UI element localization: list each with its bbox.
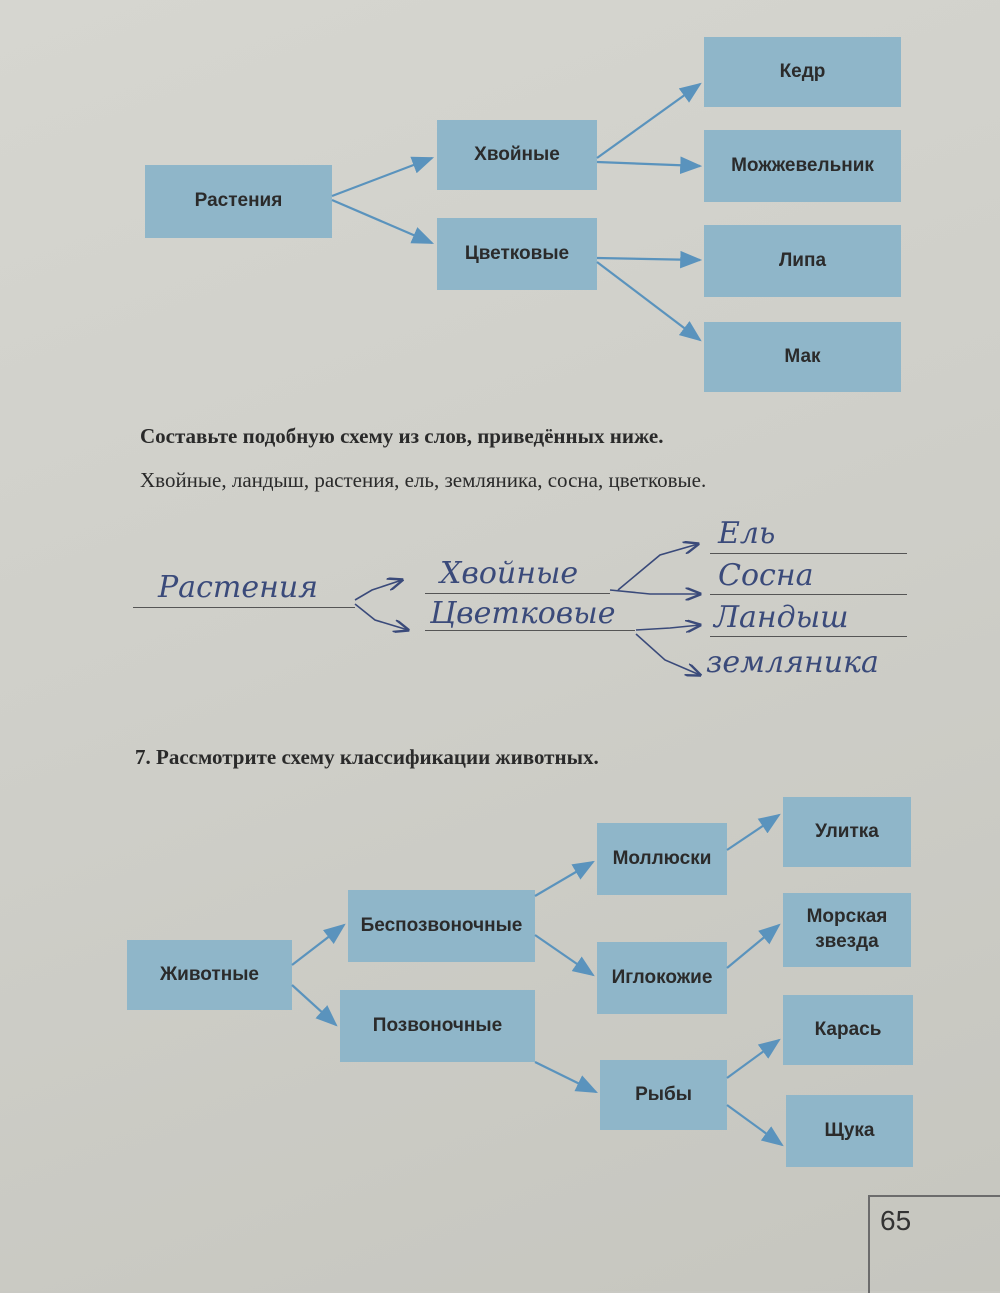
box-invertebrates: Беспозвоночные	[348, 890, 535, 962]
arrow-echinoderms-starfish	[727, 925, 779, 968]
arrow-molluscs-snail	[727, 815, 779, 850]
task-instruction: Составьте подобную схему из слов, приведённых ниже.	[140, 424, 664, 448]
box-flowering: Цветковые	[437, 218, 597, 290]
hw-arrow-conifers-pine	[610, 590, 700, 594]
arrow-flowering-linden	[597, 258, 700, 260]
arrow-invertebrates-molluscs	[535, 862, 593, 896]
box-crucian: Карась	[783, 995, 913, 1065]
box-plants-root: Растения	[145, 165, 332, 238]
arrow-animals-invertebrates	[292, 925, 344, 965]
page-number: 65	[880, 1205, 912, 1236]
box-pike: Щука	[786, 1095, 913, 1167]
handwritten-root: Растения	[158, 570, 319, 605]
hw-arrow-flowering-strawberry	[636, 634, 700, 675]
box-juniper: Можжевельник	[704, 130, 901, 202]
hw-arrow-root-flowering	[355, 604, 408, 630]
handwritten-flowering: Цветковые	[430, 596, 616, 631]
box-linden: Липа	[704, 225, 901, 297]
task7-title: 7. Рассмотрите схему классификации животных.	[135, 745, 599, 769]
box-animals-root: Животные	[127, 940, 292, 1010]
arrow-fish-crucian	[727, 1040, 779, 1078]
arrow-vertebrates-fish	[535, 1062, 596, 1092]
hw-arrow-flowering-lily	[636, 625, 700, 630]
box-vertebrates: Позвоночные	[340, 990, 535, 1062]
arrow-fish-pike	[727, 1105, 782, 1145]
arrow-invertebrates-echinoderms	[535, 935, 593, 975]
handwritten-spruce: Ель	[718, 516, 776, 551]
arrow-root-conifers	[332, 158, 432, 196]
task-words: Хвойные, ландыш, растения, ель, земляника, сосна, цветковые.	[140, 468, 707, 492]
box-cedar: Кедр	[704, 37, 901, 107]
box-poppy: Мак	[704, 322, 901, 392]
box-starfish: Морская звезда	[783, 893, 911, 967]
box-fish: Рыбы	[600, 1060, 727, 1130]
handwritten-pine: Сосна	[718, 558, 814, 593]
handwritten-strawberry: земляника	[706, 645, 879, 680]
arrow-animals-vertebrates	[292, 985, 336, 1025]
handwritten-conifers: Хвойные	[440, 556, 579, 591]
arrow-conifers-juniper	[597, 162, 700, 166]
box-snail: Улитка	[783, 797, 911, 867]
box-echinoderms: Иглокожие	[597, 942, 727, 1014]
box-molluscs: Моллюски	[597, 823, 727, 895]
hw-arrow-root-conifers	[355, 580, 402, 600]
arrow-flowering-poppy	[597, 262, 700, 340]
arrow-root-flowering	[332, 200, 432, 243]
arrow-conifers-cedar	[597, 84, 700, 158]
box-conifers: Хвойные	[437, 120, 597, 190]
hw-arrow-conifers-spruce	[618, 544, 698, 590]
handwritten-lily: Ландыш	[714, 600, 849, 635]
